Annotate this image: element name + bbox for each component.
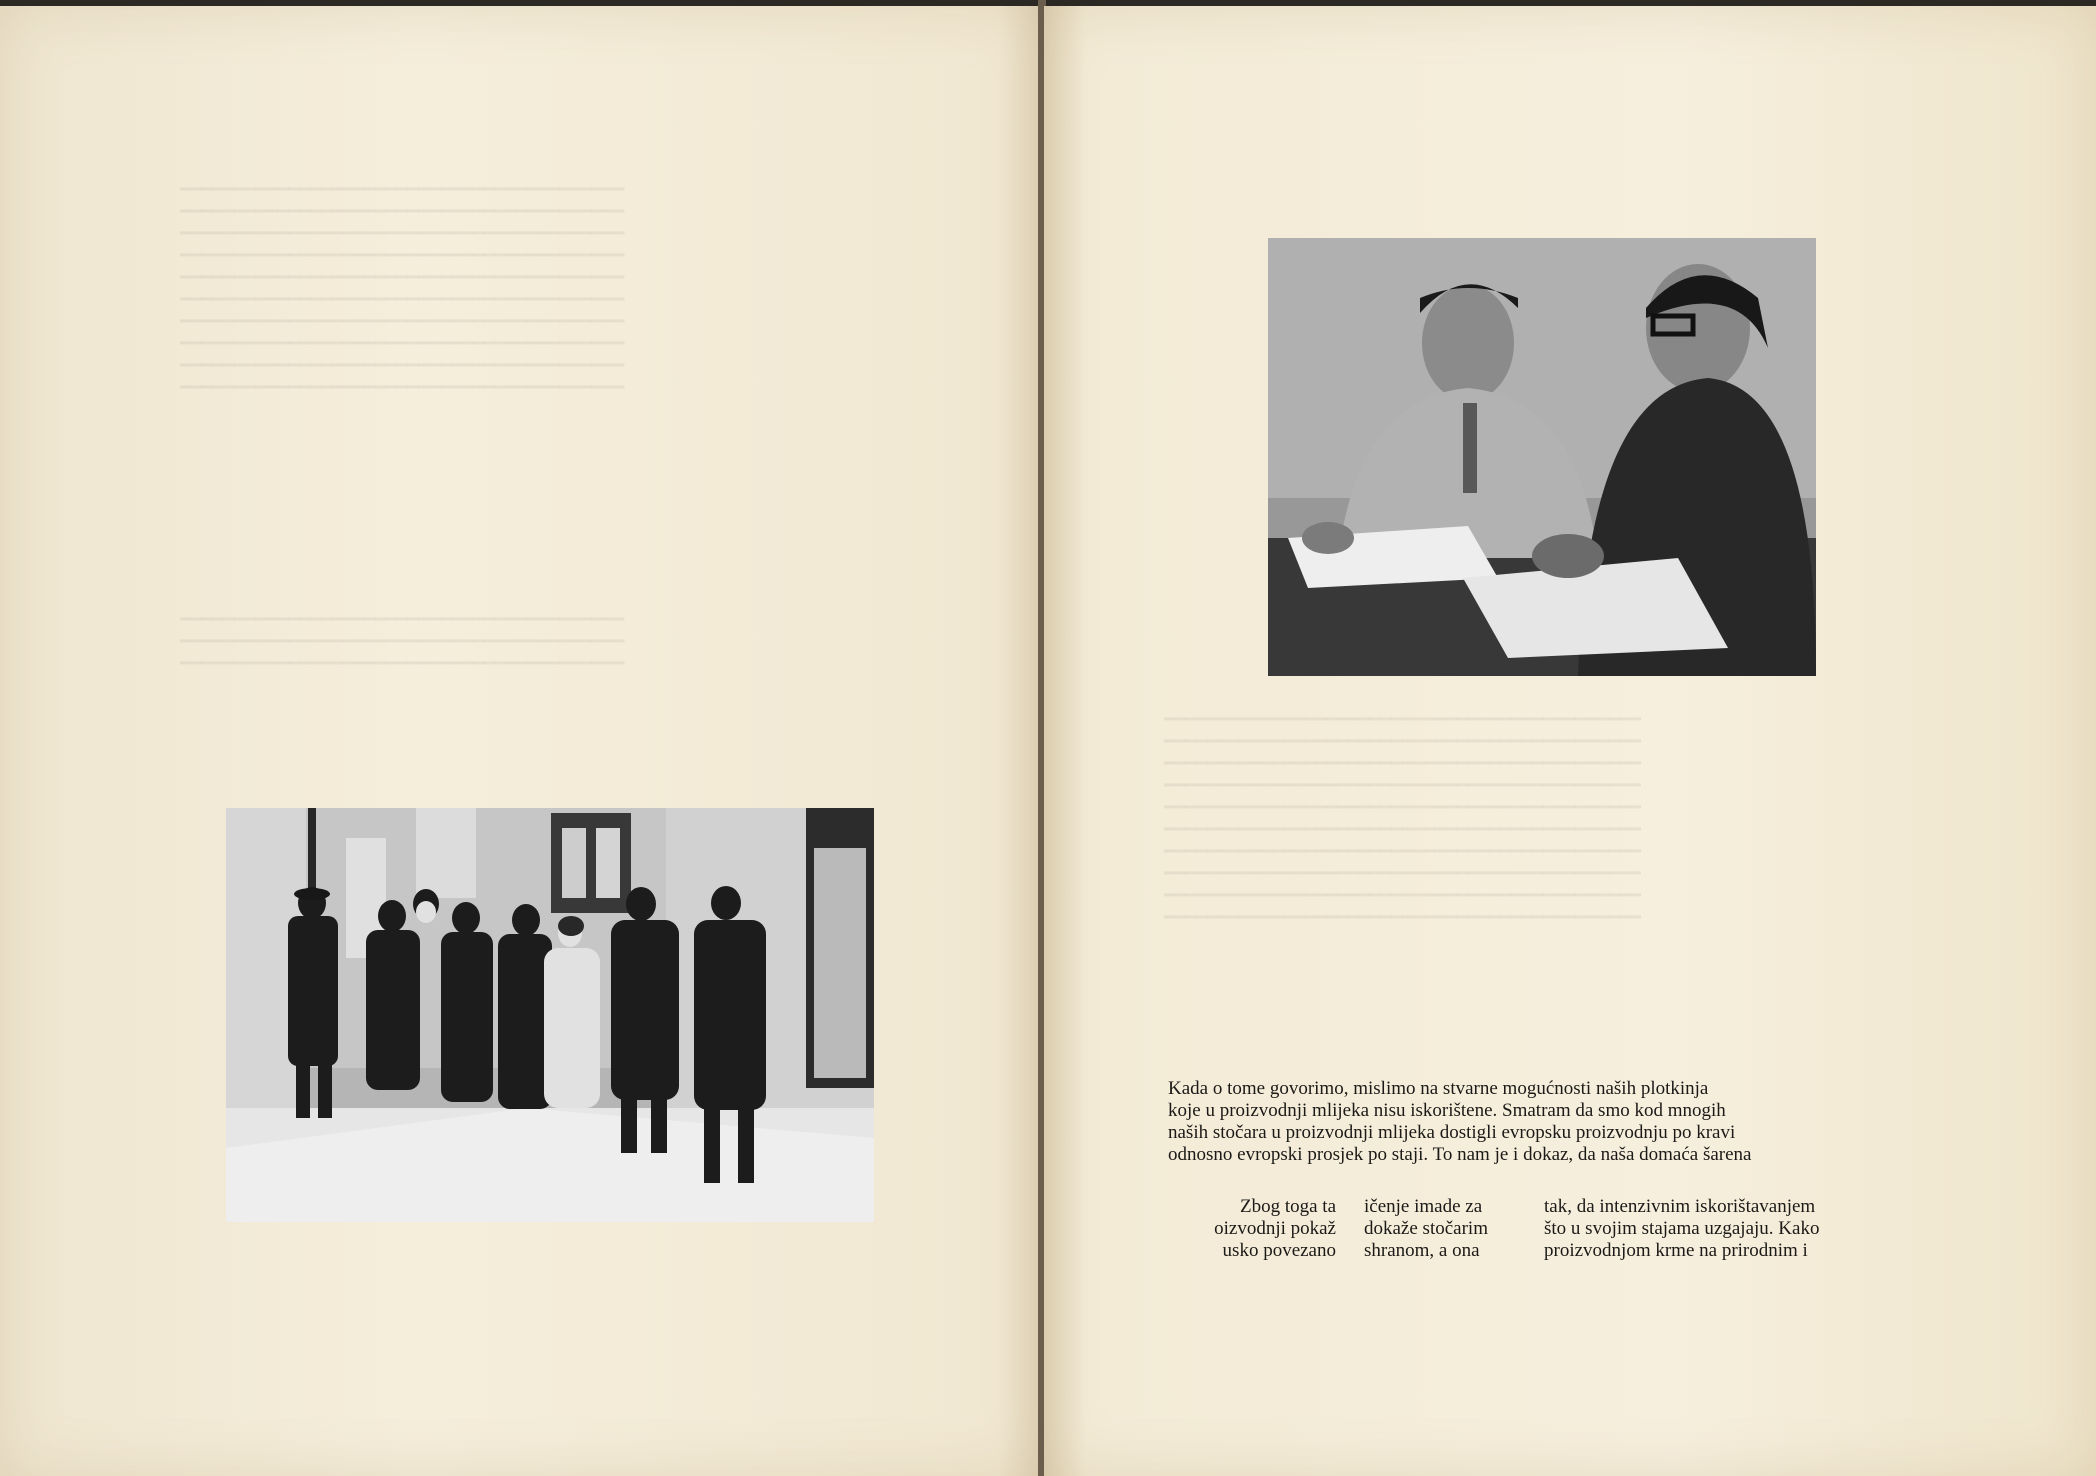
text-line: ičenje imade za: [1364, 1196, 1483, 1217]
text-line: proizvodnjom krme na prirodnim i: [1544, 1240, 1808, 1261]
text-line: naših stočara u proizvodnji mlijeka dostigli evropsku proizvodnju po kravi: [1168, 1122, 1736, 1143]
text-line: što u svojim stajama uzgajaju. Kako: [1544, 1218, 1820, 1239]
left-page: [0, 6, 1040, 1476]
show-through-text: ━━━━━━━━━━━━━━━━━━━━━━━━━━━━━━━━━━━━━━━━━━━━ ━━━━━━━━━━━━━━━━━━━━━━━━━━━━━━━━━━━━━━━━━━━━ ━━━━━━━━━━━━━━━━━━━━━━━━━━━━━━━━━━━━━━━━━━━━ ━━━━━━━━━━━━━━━━━━━━━━━━━━━━━━━━━━━━━━━━━━━━ ━━━━━━━━━━━━━━━━━━━━━━━━━━━━━━━━━━━━━━━━━━━━ ━━━━━━━━━━━━━━━━━━━━━━━━━━━━━━━━━━━━━━━━━━━━ ━━━━━━━━━━━━━━━━━━━━━━━━━━━━━━━━━━━━━━━━━━━━ ━━━━━━━━━━━━━━━━━━━━━━━━━━━━━━━━━━━━━━━━━━━━ ━━━━━━━━━━━━━━━━━━━━━━━━━━━━━━━━━━━━━━━━━━━━ ━━━━━━━━━━━━━━━━━━━━━━━━━━━━━━━━━━━━━━━━━━━━: [1164, 709, 1641, 927]
text-line: Zbog toga ta: [1239, 1196, 1336, 1217]
text-line: dokaže stočarim: [1364, 1218, 1488, 1239]
text-fragment-column-2: [1364, 1196, 1524, 1262]
text-line: usko povezano: [1222, 1240, 1336, 1261]
text-line: tak, da intenzivnim iskorištavanjem: [1544, 1196, 1816, 1217]
text-line: Kada o tome govorimo, mislimo na stvarne mogućnosti naših plotkinja: [1168, 1078, 1709, 1099]
text-fragment-column-1: [1186, 1196, 1336, 1262]
text-line: shranom, a ona: [1364, 1240, 1480, 1261]
text-line: koje u proizvodnji mlijeka nisu iskorištene. Smatram da smo kod mnogih: [1168, 1100, 1726, 1121]
show-through-text: ━━━━━━━━━━━━━━━━━━━━━━━━━━━━━━━━━━━━━━━━━ ━━━━━━━━━━━━━━━━━━━━━━━━━━━━━━━━━━━━━━━━━ ━━━━━━━━━━━━━━━━━━━━━━━━━━━━━━━━━━━━━━━━━: [180, 609, 625, 673]
text-fragment-column-3: [1544, 1196, 1904, 1262]
body-paragraph: [1168, 1078, 1916, 1166]
meeting-photo: [1268, 238, 1816, 676]
group-photo: [226, 808, 874, 1222]
text-line: odnosno evropski prosjek po staji. To nam je i dokaz, da naša domaća šarena: [1168, 1144, 1752, 1165]
text-line: oizvodnji pokaž: [1214, 1218, 1336, 1239]
show-through-text: ━━━━━━━━━━━━━━━━━━━━━━━━━━━━━━━━━━━━━━━━━ ━━━━━━━━━━━━━━━━━━━━━━━━━━━━━━━━━━━━━━━━━ ━━━━━━━━━━━━━━━━━━━━━━━━━━━━━━━━━━━━━━━━━ ━━━━━━━━━━━━━━━━━━━━━━━━━━━━━━━━━━━━━━━━━ ━━━━━━━━━━━━━━━━━━━━━━━━━━━━━━━━━━━━━━━━━ ━━━━━━━━━━━━━━━━━━━━━━━━━━━━━━━━━━━━━━━━━ ━━━━━━━━━━━━━━━━━━━━━━━━━━━━━━━━━━━━━━━━━ ━━━━━━━━━━━━━━━━━━━━━━━━━━━━━━━━━━━━━━━━━ ━━━━━━━━━━━━━━━━━━━━━━━━━━━━━━━━━━━━━━━━━ ━━━━━━━━━━━━━━━━━━━━━━━━━━━━━━━━━━━━━━━━━: [180, 179, 625, 397]
